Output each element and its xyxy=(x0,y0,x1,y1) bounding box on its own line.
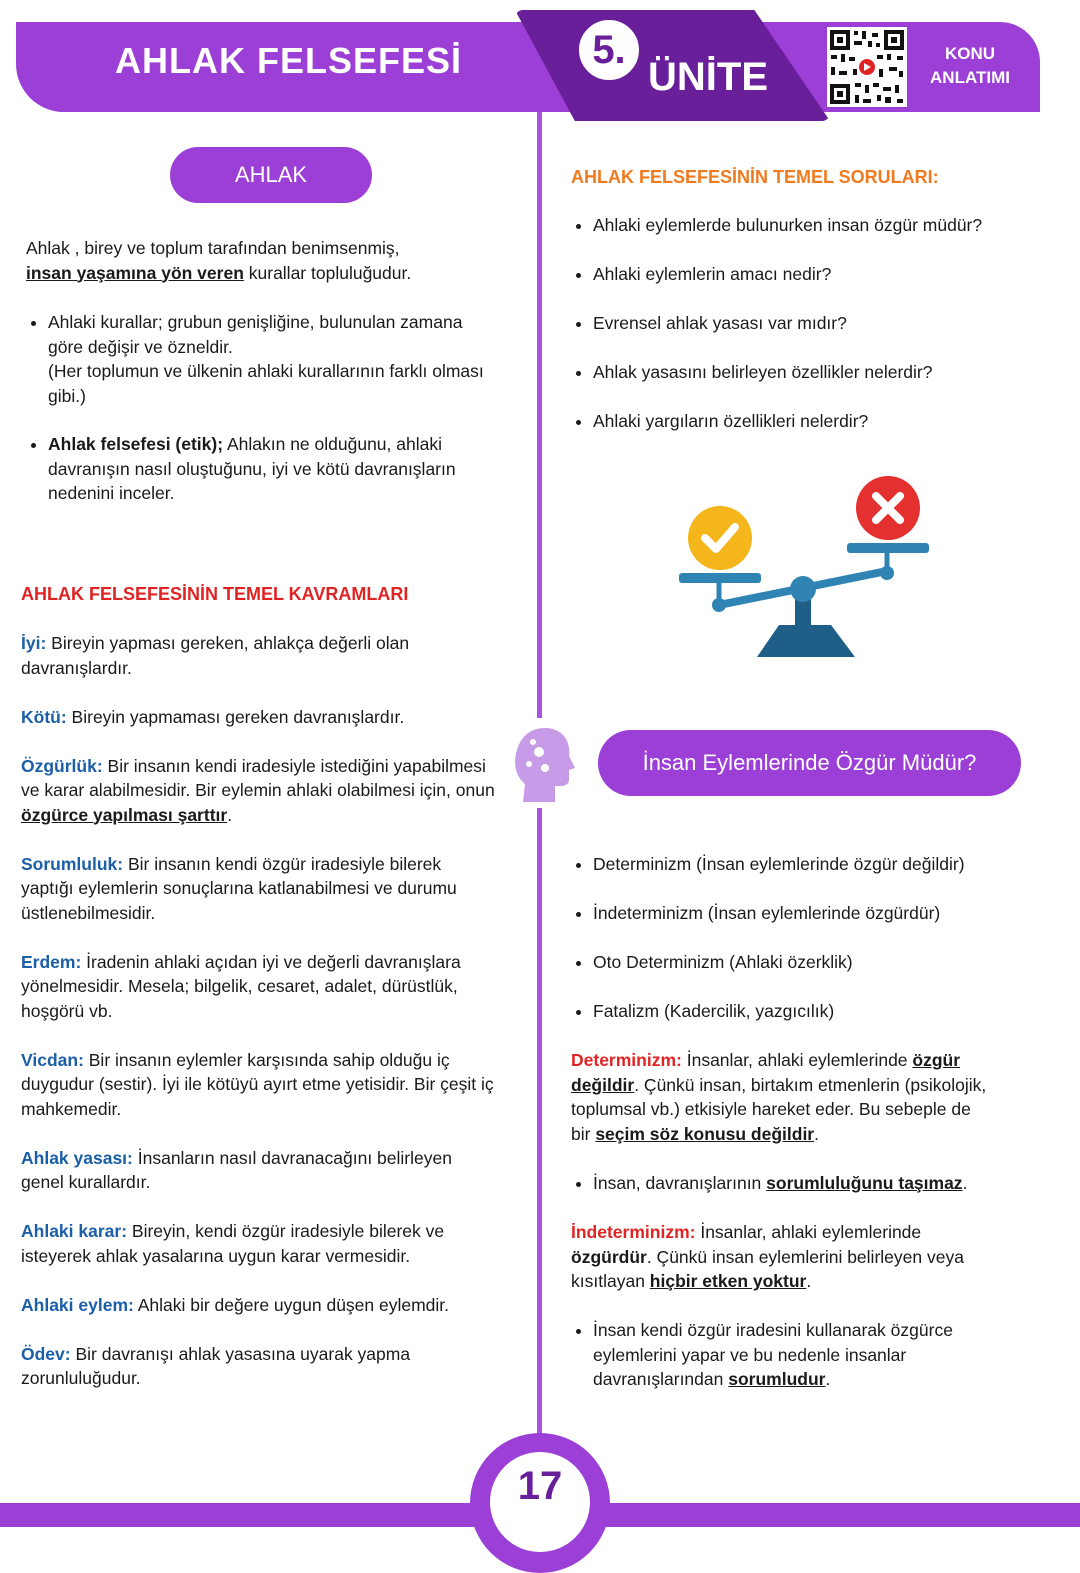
list-item: • Ahlak yasasını belirleyen özellikler nelerdir? xyxy=(593,360,1041,385)
det-text: . xyxy=(814,1123,819,1144)
det-underlined: seçim söz konusu değildir xyxy=(595,1123,815,1144)
concept-underlined: özgürce yapılması şarttır xyxy=(21,804,228,825)
concept-term: İyi: xyxy=(21,633,47,653)
bullet-text: . xyxy=(825,1369,831,1389)
concept-tail: . xyxy=(227,804,233,825)
concept-text: Bir insanın kendi özgür iradesiyle bilerek yaptığı eylemlerin sonuçlarına katlanabilmesi ve durumu üstlenebilmesidir. xyxy=(21,853,457,923)
det-underlined: özgür değildir xyxy=(571,1050,961,1095)
list-item: • Ahlaki yargıların özellikleri nelerdir? xyxy=(593,409,1041,434)
list-item xyxy=(593,1318,1011,1392)
balance-scale-icon xyxy=(675,475,935,665)
concept-item xyxy=(21,705,496,730)
list-item: • Oto Determinizm (Ahlaki özerklik) xyxy=(593,950,1041,975)
list-item xyxy=(593,1171,1041,1196)
bullet-text: İnsan, davranışlarının xyxy=(593,1173,767,1193)
page-title: AHLAK FELSEFESİ xyxy=(115,40,463,81)
det-text: İnsanlar, ahlaki eylemlerinde xyxy=(681,1050,913,1070)
concept-item xyxy=(21,1219,496,1268)
concept-item xyxy=(21,1048,496,1122)
determinism-bullet xyxy=(571,1171,1041,1196)
concept-item xyxy=(21,1146,496,1195)
concept-term: Erdem: xyxy=(21,951,82,972)
concept-item xyxy=(21,1342,496,1391)
qr-code-icon[interactable] xyxy=(827,27,907,107)
ind-text: . Çünkü insan eylemlerini belirleyen veya kısıtlayan xyxy=(571,1246,964,1291)
indeterminism-paragraph xyxy=(571,1220,1001,1294)
views-list xyxy=(571,852,1041,1024)
concept-item xyxy=(21,950,496,1024)
bullet-underlined: sorumludur xyxy=(728,1369,826,1389)
bullet-text: (Her toplumun ve ülkenin ahlaki kurallarının farklı olması gibi.) xyxy=(48,361,484,406)
konu-anlatimi-label xyxy=(920,42,1020,90)
concept-text: İradenin ahlaki açıdan iyi ve değerli davranışlara yönelmesidir. Mesela; bilgelik, cesaret, adalet, dürüstlük, hoşgörü vb. xyxy=(21,951,461,1021)
concept-term: Ahlaki eylem: xyxy=(21,1294,134,1315)
bullet-underlined: sorumluluğunu taşımaz xyxy=(766,1173,963,1193)
list-item xyxy=(48,310,496,408)
concept-item xyxy=(21,754,496,828)
page-number: 17 xyxy=(490,1452,590,1552)
ahlak-bullets xyxy=(26,310,496,506)
list-item: • İndeterminizm (İnsan eylemlerinde özgürdür) xyxy=(593,901,1041,926)
concept-term: Sorumluluk: xyxy=(21,853,124,874)
konu-line-2: ANLATIMI xyxy=(930,68,1010,87)
concept-text: Bireyin yapması gereken, ahlakça değerli olan davranışlardır. xyxy=(21,633,410,678)
list-item: • Evrensel ahlak yasası var mıdır? xyxy=(593,311,1041,336)
concept-item xyxy=(21,1293,496,1318)
concepts-heading: AHLAK FELSEFESİNİN TEMEL KAVRAMLARI xyxy=(21,584,409,604)
concept-text: Bir insanın kendi iradesiyle istediğini yapabilmesi ve karar alabilmesidir. Bir eylemin ahlaki olabilmesi için, onun xyxy=(21,755,495,800)
concept-item xyxy=(21,631,496,680)
intro-text-end: kurallar topluluğudur. xyxy=(243,262,412,283)
list-item: • Ahlaki eylemlerde bulunurken insan özgür müdür? xyxy=(593,213,1041,238)
list-item: • Determinizm (İnsan eylemlerinde özgür değildir) xyxy=(593,852,1041,877)
bullet-text: Ahlaki kurallar; grubun genişliğine, bulunulan zamana göre değişir ve özneldir. xyxy=(48,312,463,357)
concept-term: Vicdan: xyxy=(21,1049,84,1070)
concept-item xyxy=(21,852,496,926)
ahlak-definition xyxy=(26,236,496,285)
questions-list xyxy=(571,213,1041,434)
bullet-term: Ahlak felsefesi (etik); xyxy=(48,434,224,454)
intro-text: Ahlak , birey ve toplum tarafından benimsenmiş, xyxy=(26,238,400,258)
concept-term: Ödev: xyxy=(21,1343,71,1364)
unit-label: ÜNİTE xyxy=(648,55,768,99)
concept-term: Ahlaki karar: xyxy=(21,1221,128,1241)
thinking-head-icon xyxy=(505,718,575,808)
bullet-text: Ahlakın ne olduğunu, ahlaki davranışın nasıl oluştuğunu, iyi ve kötü davranışların nedenini inceler. xyxy=(48,434,456,503)
list-item: • Fatalizm (Kadercilik, yazgıcılık) xyxy=(593,999,1041,1024)
det-term: Determinizm: xyxy=(571,1050,682,1070)
ind-bold: özgürdür xyxy=(571,1246,647,1267)
concept-text: Ahlaki bir değere uygun düşen eylemdir. xyxy=(133,1294,450,1315)
concept-term: Kötü: xyxy=(21,706,67,727)
concept-text: İnsanların nasıl davranacağını belirleyen genel kurallardır. xyxy=(21,1147,452,1192)
determinism-paragraph xyxy=(571,1048,991,1146)
ind-text: İnsanlar, ahlaki eylemlerinde xyxy=(695,1222,922,1242)
concept-text: Bir insanın eylemler karşısında sahip olduğu iç duygudur (sestir). İyi ile kötüyü ayırt etme yetisidir. Bir çeşit iç mahkemedir. xyxy=(21,1049,494,1119)
ozgur-mudur-pill: İnsan Eylemlerinde Özgür Müdür? xyxy=(598,730,1021,796)
intro-underlined: insan yaşamına yön veren xyxy=(26,262,244,283)
konu-line-1: KONU xyxy=(944,44,996,63)
det-text: . Çünkü insan, birtakım etmenlerin (psikolojik, toplumsal vb.) etkisiyle hareket eder. Bu sebeple de bir xyxy=(571,1074,987,1144)
ind-term: İndeterminizm: xyxy=(571,1222,696,1242)
bullet-text: . xyxy=(962,1173,968,1193)
questions-heading: AHLAK FELSEFESİNİN TEMEL SORULARI: xyxy=(571,167,939,187)
concept-text: Bireyin, kendi özgür iradesiyle bilerek ve isteyerek ahlak yasalarına uygun karar vermesidir. xyxy=(21,1221,445,1266)
concept-text: Bir davranışı ahlak yasasına uyarak yapma zorunluluğudur. xyxy=(21,1343,411,1388)
unit-number: 5. xyxy=(575,16,643,84)
ahlak-pill: AHLAK xyxy=(170,147,372,203)
ind-text: . xyxy=(806,1271,812,1291)
list-item xyxy=(48,432,496,506)
bullet-text: İnsan kendi özgür iradesini kullanarak özgürce eylemlerini yapar ve bu nedenle insanlar davranışlarından xyxy=(593,1320,953,1389)
indeterminism-bullet xyxy=(571,1318,1011,1392)
concept-term: Özgürlük: xyxy=(21,755,103,776)
concept-text: Bireyin yapmaması gereken davranışlardır. xyxy=(66,706,405,727)
concept-term: Ahlak yasası: xyxy=(21,1147,133,1168)
ind-underlined: hiçbir etken yoktur xyxy=(649,1271,807,1291)
concepts-list xyxy=(21,631,496,1391)
list-item: • Ahlaki eylemlerin amacı nedir? xyxy=(593,262,1041,287)
